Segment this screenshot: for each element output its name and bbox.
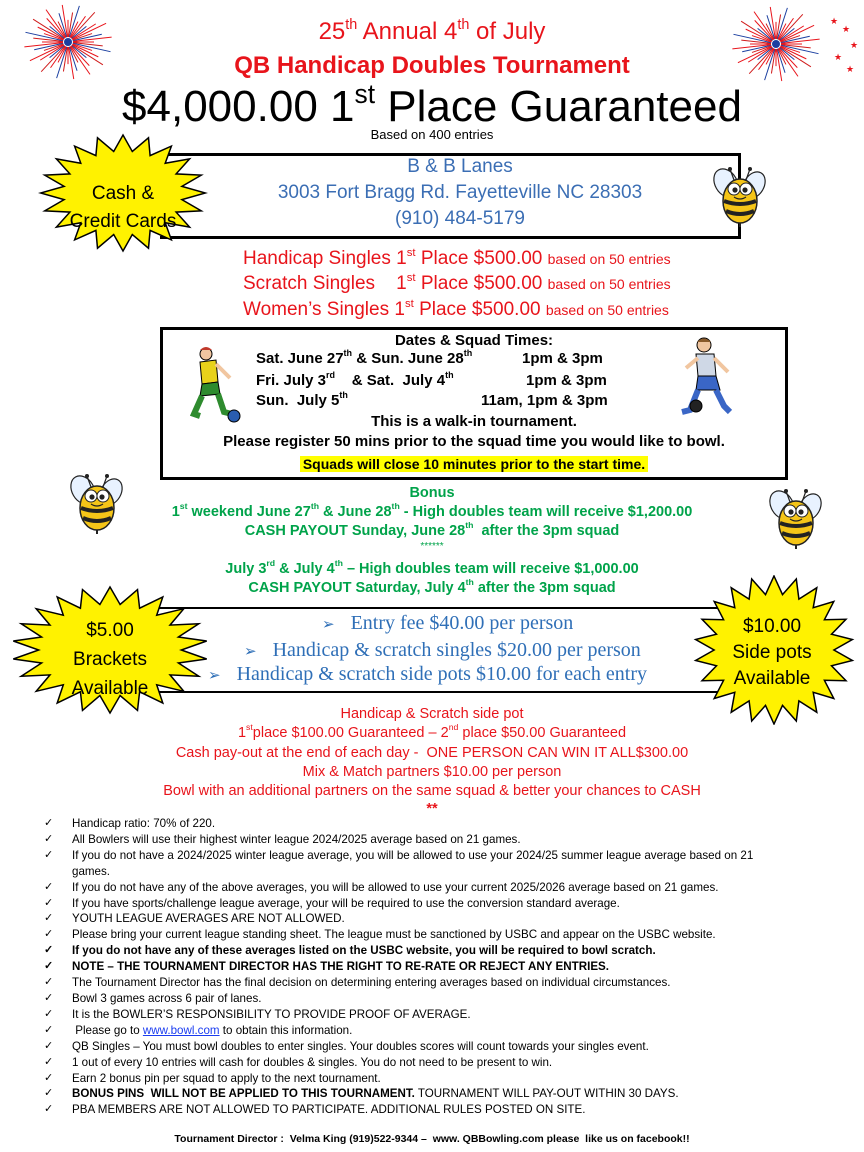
sidepots-badge-line1: $10.00 [742,616,802,637]
bonus-weekend2-payout: CASH PAYOUT Saturday, July 4th after the 3pm squad [248,577,616,596]
brackets-badge-line1: $5.00 [86,620,134,641]
check-icon: ✓ [44,928,54,941]
squad-row-times: 1pm & 3pm [522,350,603,367]
bee-icon [706,163,772,229]
check-icon: ✓ [44,976,54,989]
rules-list [44,816,844,1118]
sidepots-badge-line3: Available [733,668,811,689]
rule-item: ✓ Earn 2 bonus pin per squad to apply to the next tournament. [44,1071,381,1085]
squad-row-dates: Sun. July 5th [256,390,348,409]
squad-row-times: 11am, 1pm & 3pm [481,392,608,409]
fee-item: ➢ Entry fee $40.00 per person [322,612,574,634]
venue-address: 3003 Fort Bragg Rd. Fayetteville NC 28303 [277,182,643,203]
entries-note: Based on 400 entries [370,127,494,142]
rule-item: ✓ YOUTH LEAGUE AVERAGES ARE NOT ALLOWED. [44,912,345,926]
squad-row-dates: Sat. June 27th & Sun. June 28th [256,348,473,367]
bonus-weekend2: July 3rd & July 4th – High doubles team will receive $1,000.00 [225,558,639,577]
bonus-weekend1-payout: CASH PAYOUT Sunday, June 28th after the 3pm squad [244,520,620,539]
sidepot-payout: Cash pay-out at the end of each day - ONE PERSON CAN WIN IT ALL$300.00 [175,745,689,761]
double-star: ** [426,801,438,817]
check-icon: ✓ [44,1087,54,1100]
rule-item: ✓ QB Singles – You must bowl doubles to enter singles. Your doubles scores will count towards your singles event. [44,1039,649,1053]
bonus-weekend1: 1st weekend June 27th & June 28th - High doubles team will receive $1,200.00 [171,501,693,520]
check-icon: ✓ [44,880,54,893]
check-icon: ✓ [44,1055,54,1068]
bonus-title: Bonus [409,485,455,501]
rule-item: ✓ PBA MEMBERS ARE NOT ALLOWED TO PARTICIPATE. ADDITIONAL RULES POSTED ON SITE. [44,1103,586,1117]
rule-item: ✓ If you do not have a 2024/2025 winter league average, you will be allowed to use your 2024/25 summer league average based on 21 games. [44,848,754,878]
singles-prize-line: Handicap Singles 1st Place $500.00 based on 50 entries [243,246,671,269]
brackets-badge-line3: Available [71,678,149,699]
venue-phone: (910) 484-5179 [395,208,525,229]
brackets-starburst-icon [10,585,210,715]
rule-item: ✓ 1 out of every 10 entries will cash for doubles & singles. You do not need to be present to win. [44,1055,553,1069]
prize-headline: $4,000.00 1st Place Guaranteed [122,78,742,131]
rule-item: ✓ The Tournament Director has the final decision on determining entering averages based on individual circumstances. [44,976,671,990]
anniversary-line: 25th Annual 4th of July [318,16,546,45]
additional-partners: Bowl with an additional partners on the same squad & better your chances to CASH [163,783,701,799]
squad-row-dates: Fri. July 3rd & Sat. July 4th [256,370,454,389]
bowl-com-link[interactable]: www.bowl.com [142,1023,220,1037]
mix-match: Mix & Match partners $10.00 per person [302,764,562,780]
rule-item: ✓ Handicap ratio: 70% of 220. [44,817,216,830]
check-icon: ✓ [44,944,54,957]
rule-item: ✓ If you have sports/challenge league average, your will be required to use the conversion standard average. [44,896,620,910]
firework-star: ★ [842,24,851,34]
close-note: Squads will close 10 minutes prior to the start time. [160,456,788,472]
check-icon: ✓ [44,912,54,925]
rule-item: ✓ All Bowlers will use their highest winter league 2024/2025 average based on 21 games. [44,832,521,846]
rule-item: ✓ Please go to www.bowl.com to obtain this information. [44,1023,353,1037]
check-icon: ✓ [44,817,54,829]
sidepot-title: Handicap & Scratch side pot [340,706,524,722]
tournament-title: QB Handicap Doubles Tournament [234,52,630,79]
arrow-bullet-icon: ➢ [322,617,335,633]
firework-star: ★ [830,16,839,26]
check-icon: ✓ [44,1039,54,1052]
bonus-separator: ****** [420,541,444,552]
check-icon: ✓ [44,848,54,861]
cash-badge-line1: Cash & [91,183,155,204]
rule-item: ✓ NOTE – THE TOURNAMENT DIRECTOR HAS THE RIGHT TO RE-RATE OR REJECT ANY ENTRIES. [44,960,610,974]
cash-starburst-icon [38,133,208,253]
register-note: Please register 50 mins prior to the squad time you would like to bowl. [223,433,725,450]
rule-item: ✓ BONUS PINS WILL NOT BE APPLIED TO THIS TOURNAMENT. TOURNAMENT WILL PAY-OUT WITHIN 30 DAYS. [44,1087,679,1101]
singles-prize-line: Scratch Singles 1st Place $500.00 based on 50 entries [243,271,671,294]
check-icon: ✓ [44,1007,54,1020]
arrow-bullet-icon: ➢ [244,644,257,660]
sidepots-starburst-icon [692,575,856,725]
check-icon: ✓ [44,1023,54,1036]
rule-item: ✓ If you do not have any of the above averages, you will be allowed to use your current 2025/2026 average based on 21 games. [44,880,719,894]
firework-star: ★ [850,40,858,50]
venue-name: B & B Lanes [407,156,513,177]
footer-contact: Tournament Director : Velma King (919)522-9344 – www. QBBowling.com please like us on facebook!! [174,1133,690,1145]
sidepots-badge-line2: Side pots [732,642,812,663]
firework-star: ★ [846,64,855,74]
check-icon: ✓ [44,896,54,909]
squad-title: Dates & Squad Times: [394,332,554,349]
firework-star: ★ [834,52,843,62]
singles-prize-line: Women’s Singles 1st Place $500.00 based on 50 entries [243,297,669,320]
sidepot-places: 1stplace $100.00 Guaranteed – 2nd place $50.00 Guaranteed [237,722,627,741]
bowler-left-icon [186,344,242,424]
arrow-bullet-icon: ➢ [208,668,221,684]
check-icon: ✓ [44,1103,54,1116]
rule-item: ✓ It is the BOWLER’S RESPONSIBILITY TO PROVIDE PROOF OF AVERAGE. [44,1007,471,1021]
check-icon: ✓ [44,960,54,973]
walk-in-note: This is a walk-in tournament. [371,413,577,430]
brackets-badge-line2: Brackets [73,649,147,670]
cash-badge-line2: Credit Cards [69,211,177,232]
rule-item: ✓ If you do not have any of these averages listed on the USBC website, you will be required to bowl scratch. [44,944,656,958]
bowler-right-icon [678,336,740,418]
check-icon: ✓ [44,832,54,845]
rule-item: ✓ Bowl 3 games across 6 pair of lanes. [44,991,262,1005]
check-icon: ✓ [44,1071,54,1084]
fee-item: ➢ Handicap & scratch side pots $10.00 for each entry [208,663,647,685]
check-icon: ✓ [44,991,54,1004]
rule-item: ✓ Please bring your current league standing sheet. The league must be sanctioned by USBC and appear on the USBC website. [44,928,716,942]
squad-row-times: 1pm & 3pm [526,372,607,389]
fee-item: ➢ Handicap & scratch singles $20.00 per person [244,639,641,661]
